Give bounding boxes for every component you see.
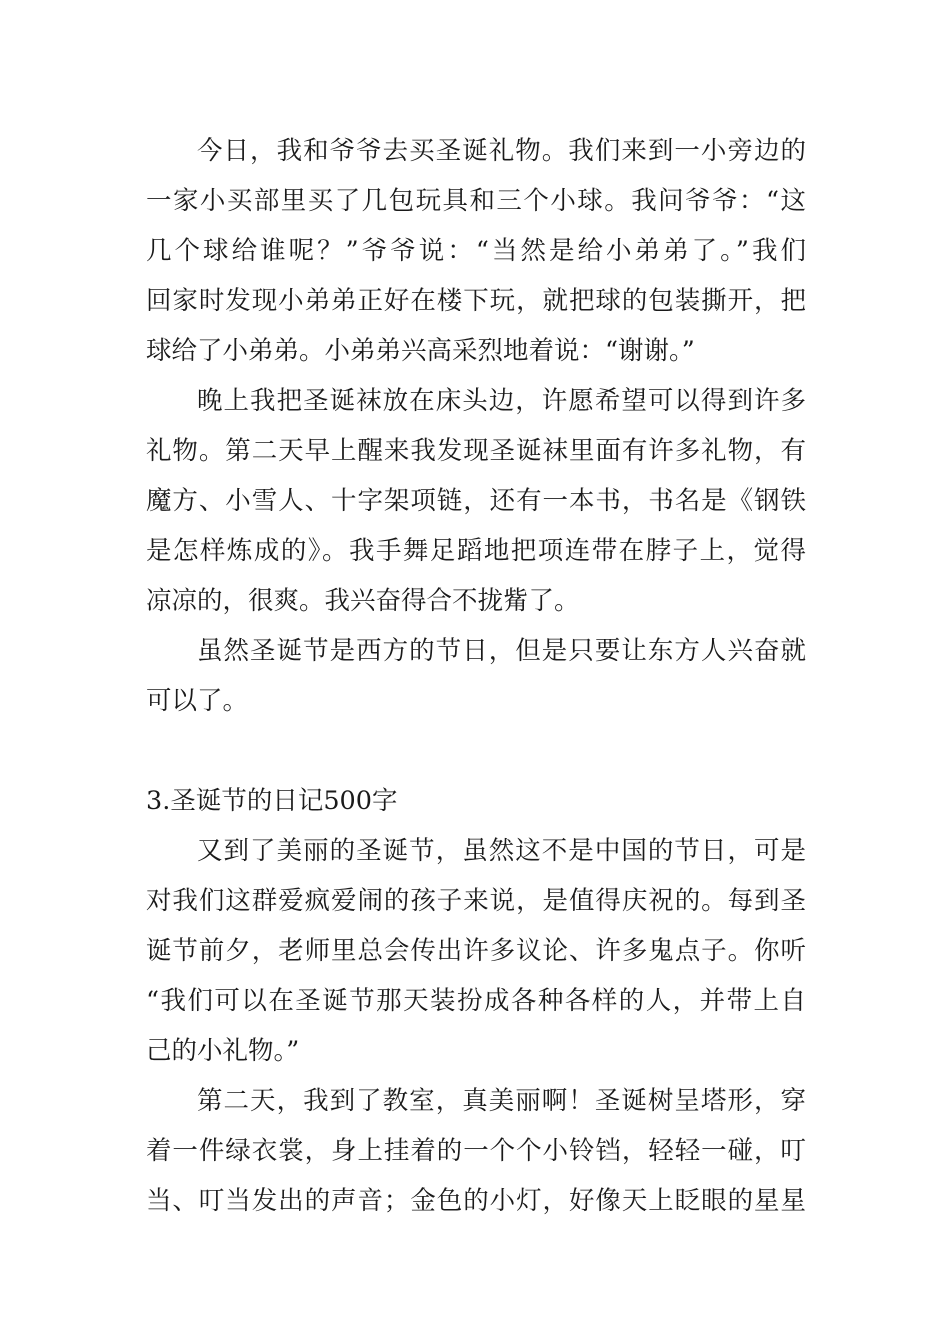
paragraph-line: 礼物。第二天早上醒来我发现圣诞袜里面有许多礼物，有	[146, 436, 806, 466]
paragraph-line: 球给了小弟弟。小弟弟兴高采烈地着说：“谢谢。”	[146, 336, 695, 366]
paragraph-line: 对我们这群爱疯爱闹的孩子来说，是值得庆祝的。每到圣	[146, 886, 806, 916]
paragraph-line: “我们可以在圣诞节那天装扮成各种各样的人，并带上自	[146, 986, 806, 1016]
paragraph-line: 晚上我把圣诞袜放在床头边，许愿希望可以得到许多	[197, 386, 806, 416]
paragraph-line: 是怎样炼成的》。我手舞足蹈地把项连带在脖子上，觉得	[146, 536, 806, 566]
paragraph-line: 今日，我和爷爷去买圣诞礼物。我们来到一小旁边的	[197, 136, 806, 166]
paragraph-line: 又到了美丽的圣诞节，虽然这不是中国的节日，可是	[197, 836, 806, 866]
paragraph-line: 一家小买部里买了几包玩具和三个小球。我问爷爷：“这	[146, 186, 806, 216]
paragraph-line: 可以了。	[146, 686, 249, 716]
paragraph-line: 虽然圣诞节是西方的节日，但是只要让东方人兴奋就	[197, 636, 806, 666]
paragraph-line: 诞节前夕，老师里总会传出许多议论、许多鬼点子。你听	[146, 936, 806, 966]
paragraph-line: 几个球给谁呢？”爷爷说：“当然是给小弟弟了。”我们	[146, 236, 806, 266]
paragraph-line: 凉凉的，很爽。我兴奋得合不拢觜了。	[146, 586, 580, 616]
paragraph-line: 第二天，我到了教室，真美丽啊！圣诞树呈塔形，穿	[197, 1086, 806, 1116]
paragraph-line: 魔方、小雪人、十字架项链，还有一本书，书名是《钢铁	[146, 486, 806, 516]
paragraph-line: 着一件绿衣裳，身上挂着的一个个小铃铛，轻轻一碰，叮	[146, 1136, 806, 1166]
paragraph-line: 回家时发现小弟弟正好在楼下玩，就把球的包装撕开，把	[146, 286, 806, 316]
paragraph-line: 当、叮当发出的声音；金色的小灯，好像天上眨眼的星星	[146, 1186, 806, 1216]
section-heading: 3.圣诞节的日记500字	[146, 786, 398, 816]
paragraph-line: 己的小礼物。”	[146, 1036, 300, 1066]
